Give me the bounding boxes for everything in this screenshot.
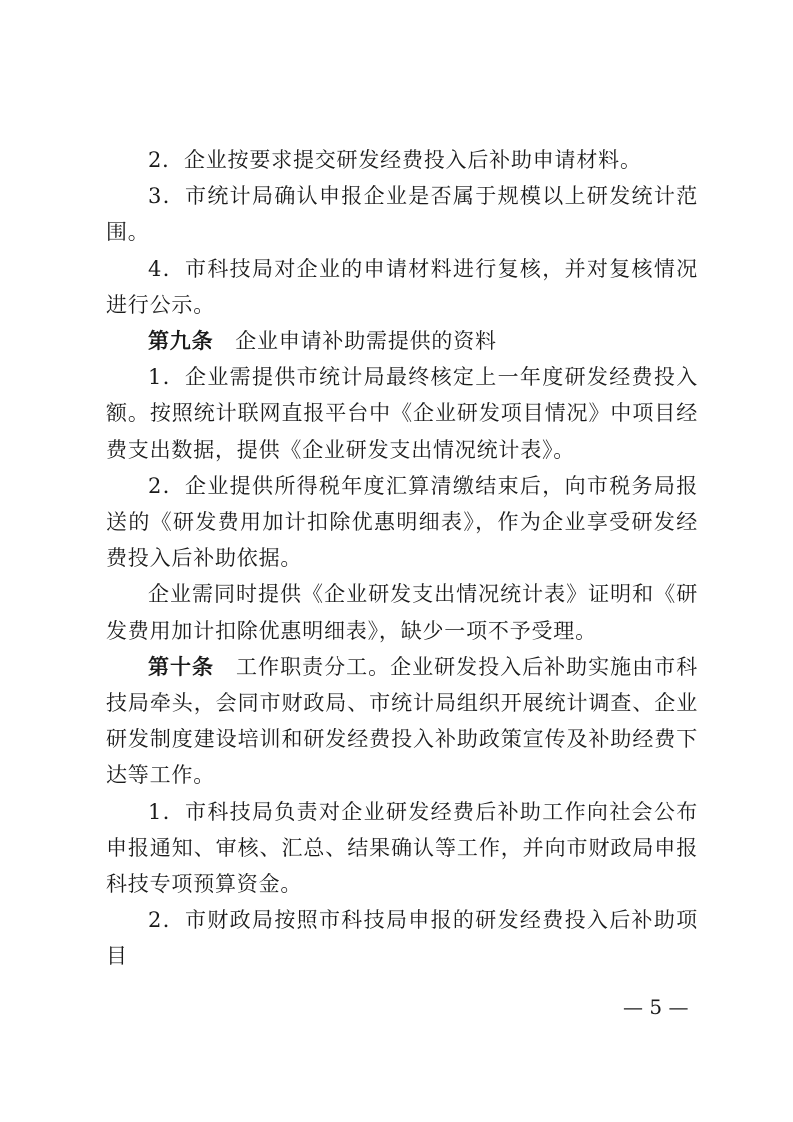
article-9-title: 企业申请补助需提供的资料 [235, 329, 497, 354]
article-9-heading [106, 323, 698, 359]
paragraph-item-4: 4．市科技局对企业的申请材料进行复核，并对复核情况进行公示。 [106, 256, 698, 317]
article-10-text: 工作职责分工。企业研发投入后补助实施由市科技局牵头，会同市财政局、市统计局组织开展统计调查、企业研发制度建设培训和研发经费投入补助政策宣传及补助经费下达等工作。 [106, 654, 698, 788]
article-10-label: 第十条 [148, 653, 215, 679]
paragraph-item-2: 2．企业按要求提交研发经费投入后补助申请材料。 [148, 148, 642, 172]
page-number: — 5 — [623, 995, 689, 1019]
paragraph-requirement-2: 2．企业提供所得税年度汇算清缴结束后，向市税务局报送的《研发费用加计扣除优惠明细表》，作为企业享受研发经费投入后补助依据。 [106, 473, 698, 571]
article-9-label: 第九条 [148, 328, 214, 354]
article-10-paragraph [106, 649, 698, 794]
paragraph-duty-1: 1．市科技局负责对企业研发经费后补助工作向社会公布申报通知、审核、汇总、结果确认等工作，并向市财政局申报科技专项预算资金。 [106, 799, 698, 897]
paragraph-requirement-1: 1．企业需提供市统计局最终核定上一年度研发经费投入额。按照统计联网直报平台中《企业研发项目情况》中项目经费支出数据，提供《企业研发支出情况统计表》。 [106, 365, 698, 462]
paragraph-item-3: 3．市统计局确认申报企业是否属于规模以上研发统计范围。 [106, 184, 698, 245]
paragraph-requirement-note: 企业需同时提供《企业研发支出情况统计表》证明和《研发费用加计扣除优惠明细表》，缺少一项不予受理。 [106, 582, 698, 643]
paragraph-duty-2: 2．市财政局按照市科技局申报的研发经费投入后补助项目 [106, 908, 698, 969]
body-text [106, 142, 698, 975]
